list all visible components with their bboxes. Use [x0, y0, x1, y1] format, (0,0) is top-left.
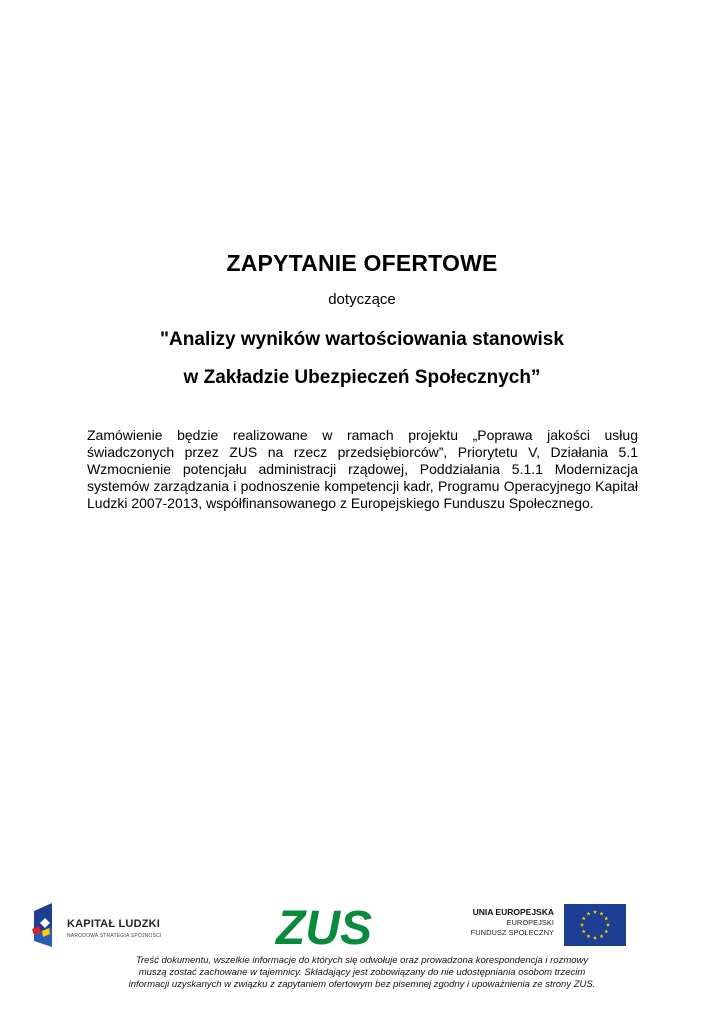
disclaimer-line-2: muszą zostać zachowane w tajemnicy. Składający jest zobowiązany do nie udostępniania osobom trzecim: [138, 967, 586, 978]
zus-logo-icon: [276, 898, 372, 955]
disclaimer-line-1: Treść dokumentu, wszelkie informacje do których się odwołuje oraz prowadzona korespondencja i rozmowy: [135, 955, 589, 966]
footer-logos: [0, 895, 724, 955]
zus-logo-text: ZUS: [276, 902, 372, 955]
document-subject: [0, 321, 724, 397]
kapital-ludzki-title: KAPITAŁ LUDZKI: [67, 918, 161, 930]
eu-logo-line-3: FUNDUSZ SPOŁECZNY: [470, 928, 554, 937]
document-title: ZAPYTANIE OFERTOWE: [226, 250, 498, 276]
eu-logo-line-1: UNIA EUROPEJSKA: [472, 907, 554, 917]
document-subtitle: dotyczące: [328, 291, 396, 308]
confidentiality-disclaimer: [110, 955, 614, 991]
body-paragraph: Zamówienie będzie realizowane w ramach projektu „Poprawa jakości usług świadczonych przez ZUS na rzecz przedsiębiorców”, Priorytetu V, Działania 5.1 Wzmocnienie potencjału administracji rządowej, Poddziałania 5.1.1 Modernizacja systemów zarządzania i podnoszenie kompetencji kadr, Programu Operacyjnego Kapitał Ludzki 2007-2013, współfinansowanego z Europejskiego Funduszu Społecznego.: [87, 427, 638, 511]
eu-logo: [462, 896, 636, 954]
eu-logo-line-2: EUROPEJSKI: [506, 918, 554, 927]
disclaimer-line-3: informacji uzyskanych w związku z zapytaniem ofertowym bez pisemnej zgodny i upoważnienia ze strony ZUS.: [128, 979, 596, 990]
eu-logo-text: [471, 907, 554, 938]
kapital-ludzki-subtitle: NARODOWA STRATEGIA SPÓJNOŚCI: [67, 933, 162, 939]
zus-logo: [276, 898, 372, 955]
kapital-ludzki-emblem-icon: [30, 901, 62, 949]
eu-flag-icon: [564, 904, 626, 946]
kapital-ludzki-logo: [30, 901, 180, 949]
subject-line-2: w Zakładzie Ubezpieczeń Społecznych”: [183, 367, 541, 388]
subject-line-1: "Analizy wyników wartościowania stanowisk: [160, 329, 564, 350]
